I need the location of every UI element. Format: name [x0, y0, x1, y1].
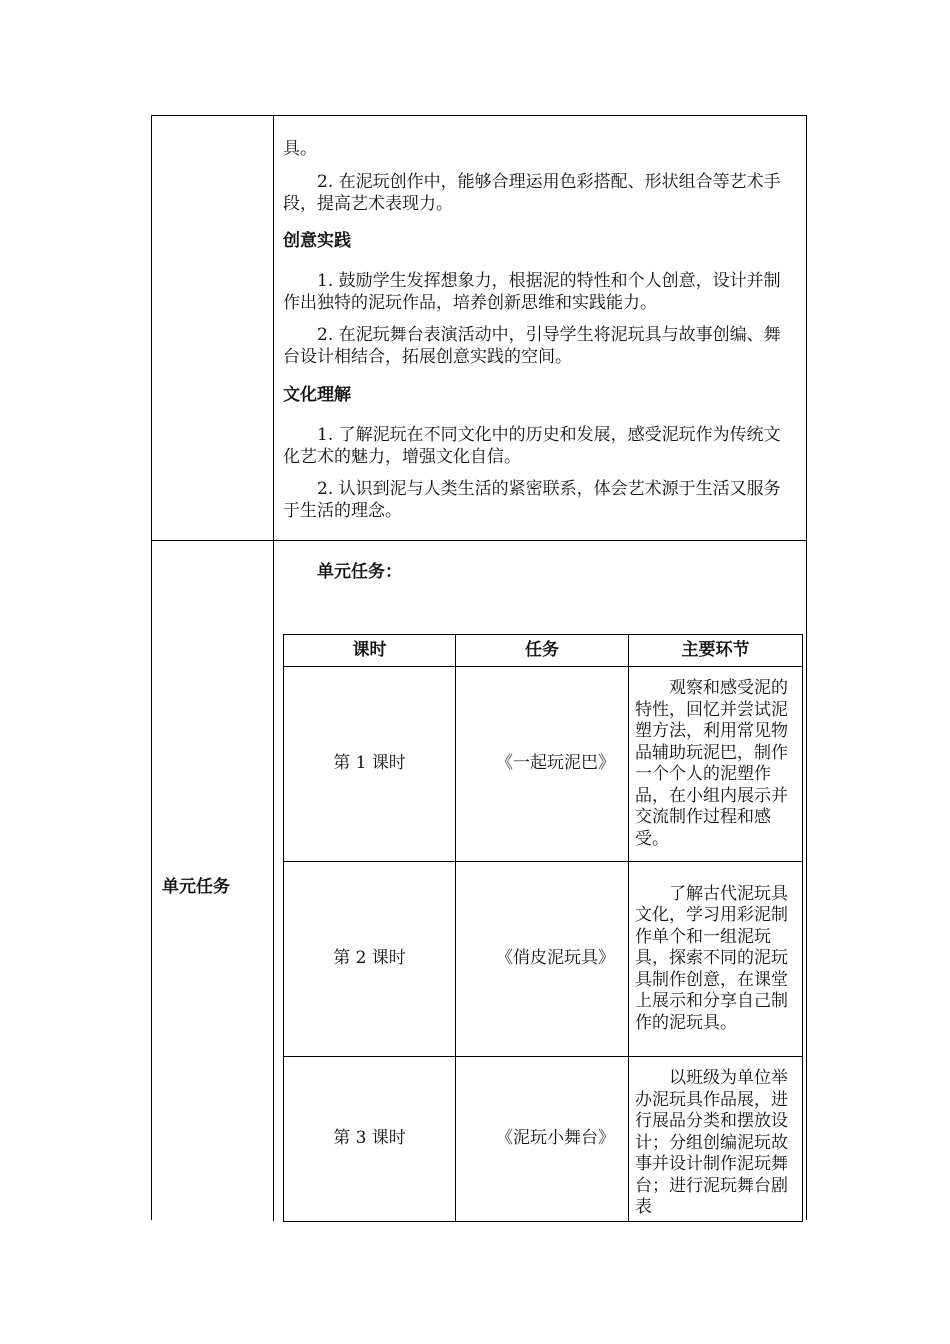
table-row	[284, 862, 803, 1057]
task-cell	[456, 862, 629, 1057]
section-heading-creative: 创意实践	[283, 231, 351, 251]
steps-cell	[629, 862, 803, 1057]
lesson-plan-table	[151, 115, 807, 1220]
table-row	[284, 1057, 803, 1222]
steps-text: 观察和感受泥的特性，回忆并尝试泥塑方法，利用常见物品辅助玩泥巴，制作一个个人的泥塑作品，在小组内展示并交流制作过程和感受。	[635, 678, 788, 849]
creative-item-2: 2. 在泥玩舞台表演活动中，引导学生将泥玩具与故事创编、舞台设计相结合，拓展创意实践的空间。	[283, 325, 781, 367]
task-title: 《一起玩泥巴》	[496, 753, 615, 774]
unit-task-heading: 单元任务：	[317, 562, 402, 582]
table-row	[284, 667, 803, 862]
period-cell: 第 3 课时	[284, 1057, 456, 1222]
objective-item-2: 2. 在泥玩创作中，能够合理运用色彩搭配、形状组合等艺术手段，提高艺术表现力。	[283, 172, 781, 214]
steps-cell	[629, 1057, 803, 1222]
steps-cell	[629, 667, 803, 862]
steps-text: 以班级为单位举办泥玩具作品展，进行展品分类和摆放设计；分组创编泥玩故事并设计制作泥玩舞台；进行泥玩舞台剧表	[635, 1068, 788, 1217]
task-cell	[456, 1057, 629, 1222]
table-header-row	[284, 635, 803, 667]
steps-text: 了解古代泥玩具文化，学习用彩泥制作单个和一组泥玩具，探索不同的泥玩具制作创意，在课堂上展示和分享自己制作的泥玩具。	[635, 883, 788, 1033]
column-divider	[273, 116, 274, 1221]
unit-task-row-label: 单元任务	[162, 877, 230, 897]
creative-item-1: 1. 鼓励学生发挥想象力，根据泥的特性和个人创意，设计并制作出独特的泥玩作品，培养创新思维和实践能力。	[283, 271, 781, 313]
header-steps: 主要环节	[629, 635, 803, 667]
culture-item-2: 2. 认识到泥与人类生活的紧密联系，体会艺术源于生活又服务于生活的理念。	[283, 479, 781, 521]
section-heading-culture: 文化理解	[283, 385, 351, 405]
header-task: 任务	[456, 635, 629, 667]
row-divider	[152, 540, 807, 541]
objective-continuation: 具。	[283, 139, 317, 159]
lesson-task-table	[283, 634, 803, 1222]
task-title: 《俏皮泥玩具》	[496, 948, 615, 969]
culture-item-1: 1. 了解泥玩在不同文化中的历史和发展，感受泥玩作为传统文化艺术的魅力，增强文化自信。	[283, 425, 781, 467]
period-cell: 第 2 课时	[284, 862, 456, 1057]
task-title: 《泥玩小舞台》	[496, 1128, 615, 1149]
period-cell: 第 1 课时	[284, 667, 456, 862]
header-period: 课时	[284, 635, 456, 667]
task-cell	[456, 667, 629, 862]
objectives-content	[283, 138, 793, 522]
